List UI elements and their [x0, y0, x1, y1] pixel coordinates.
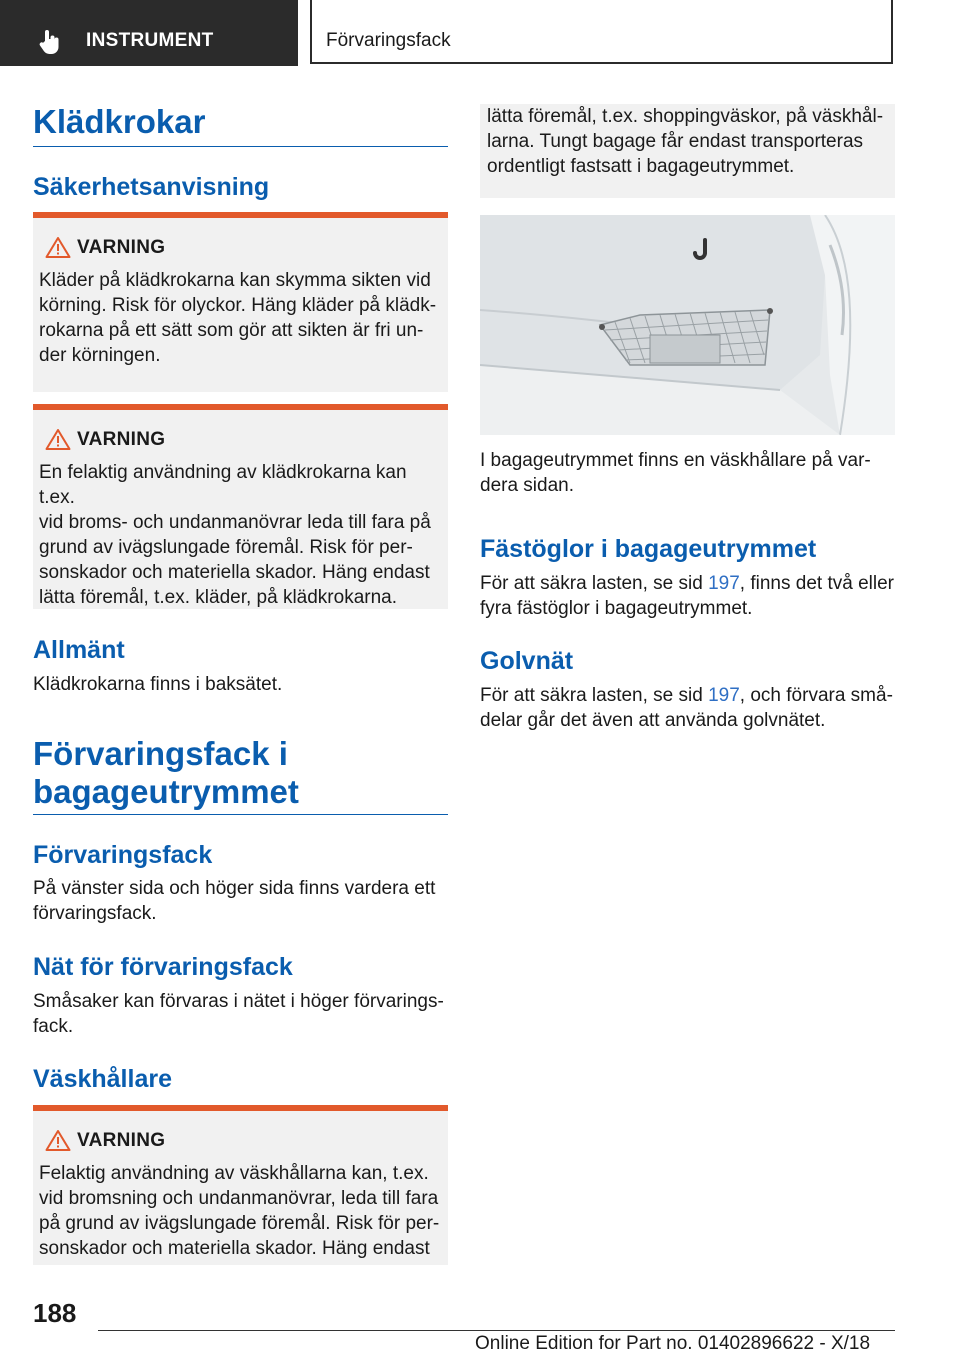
warning-text: lätta föremål, t.ex. shoppingväskor, på väskhål- larna. Tungt bagage får endast transporteras ordentligt fastsatt i bagageutrymmet. [487, 106, 884, 177]
page-link-197[interactable]: 197 [708, 685, 740, 706]
footer-edition: Online Edition for Part no. 01402896622 - X/18 [475, 1333, 871, 1354]
footer-rule [98, 1330, 895, 1331]
warning-box-3 [33, 1105, 448, 1265]
heading-rule [33, 146, 448, 147]
paragraph-forvaringsfack: På vänster sida och höger sida finns vardera ett förvaringsfack. [33, 878, 436, 924]
trunk-illustration-graphic [480, 215, 895, 435]
warning-box-1 [33, 212, 448, 392]
header-section-tab [0, 0, 298, 66]
image-caption: I bagageutrymmet finns en väskhållare på var- dera sidan. [480, 450, 871, 496]
heading-allmant: Allmänt [33, 636, 125, 664]
paragraph-fastoglor: För att säkra lasten, se sid 197, finns det två eller fyra fästöglor i bagageutrymmet. [480, 573, 894, 619]
page-number: 188 [33, 1298, 77, 1328]
heading-sakerhetsanvisning: Säkerhetsanvisning [33, 173, 270, 201]
paragraph-allmant: Klädkrokarna finns i baksätet. [33, 674, 283, 695]
warning-text: Kläder på klädkrokarna kan skymma sikten vid körning. Risk för olyckor. Häng kläder på klädk- rokarna på ett sätt som gör att sikten är fri un- der körningen. [39, 270, 437, 366]
hand-pointer-icon [36, 28, 64, 56]
warning-text: Felaktig användning av väskhållarna kan, t.ex. vid bromsning och undanmanövrar, leda till fara på grund av ivägslungade föremål. Risk för per- sonskador och materiella skador. Häng endast [39, 1163, 440, 1259]
trunk-bag-holder-illustration [480, 215, 895, 435]
warning-continuation-box [480, 104, 895, 198]
warning-text: En felaktig användning av klädkrokarna kan t.ex. vid broms- och undanmanövrar leda till fara på grund av ivägslungade föremål. Risk för per- sonskador och materiella skador. Häng endast lätta föremål, t.ex. kläder, på klädkrokarna. [39, 462, 431, 608]
warning-bar [33, 1105, 448, 1111]
header-chapter-tab [310, 0, 893, 64]
heading-rule [33, 814, 448, 815]
warning-triangle-icon [45, 428, 71, 450]
paragraph-golvnat: För att säkra lasten, se sid 197, och förvara små- delar går det även att använda golvnätet. [480, 685, 893, 731]
chapter-title: Förvaringsfack [326, 30, 451, 51]
heading-forvaringsfack: Förvaringsfack [33, 841, 213, 869]
warning-triangle-icon [45, 236, 71, 258]
heading-fastoglor: Fästöglor i bagageutrymmet [480, 535, 817, 563]
warning-triangle-icon [45, 1129, 71, 1151]
heading-nat-forvaringsfack: Nät för förvaringsfack [33, 953, 293, 981]
warning-title: VARNING [77, 1130, 166, 1151]
heading-forvaringsfack-bagage: Förvaringsfack i bagageutrymmet [33, 735, 299, 810]
section-title: INSTRUMENT [86, 30, 214, 51]
page-link-197[interactable]: 197 [708, 573, 740, 594]
heading-vaskhallare: Väskhållare [33, 1065, 172, 1093]
warning-bar [33, 212, 448, 218]
heading-golvnat: Golvnät [480, 647, 574, 675]
warning-bar [33, 404, 448, 410]
heading-kladkrokar: Klädkrokar [33, 103, 206, 140]
warning-title: VARNING [77, 429, 166, 450]
warning-title: VARNING [77, 237, 166, 258]
paragraph-nat: Småsaker kan förvaras i nätet i höger förvarings- fack. [33, 991, 444, 1037]
warning-box-2 [33, 404, 448, 609]
